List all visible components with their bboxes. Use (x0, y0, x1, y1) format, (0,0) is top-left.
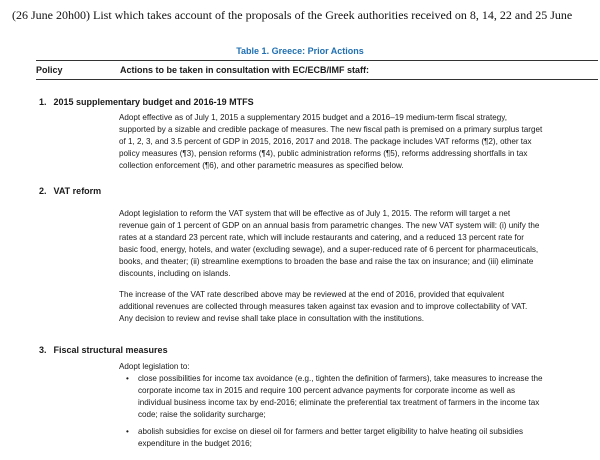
text-line: rates at a standard 23 percent rate, which will include restaurants and catering, and a reduced 13 percent rate for (119, 233, 524, 242)
text-line: expenditure in the budget 2016; (138, 439, 252, 448)
table-header-row (36, 60, 598, 80)
section-heading-2 (39, 186, 101, 196)
section-2-paragraph-2 (119, 289, 591, 325)
column-header-actions: Actions to be taken in consultation with EC/ECB/IMF staff: (120, 65, 370, 75)
section-heading-3 (39, 345, 168, 355)
section-title: VAT reform (53, 186, 102, 196)
text-line: The increase of the VAT rate described above may be reviewed at the end of 2016, provided that equivalent (119, 290, 505, 299)
section-number: 2. (39, 186, 47, 196)
bullet-icon: • (126, 374, 129, 383)
section-heading-1 (39, 97, 254, 107)
section-number: 3. (39, 345, 47, 355)
text-line: additional revenues are collected through measures taken against tax evasion and to improve collectability of VAT. (119, 302, 528, 311)
text-line: policy measures (¶3), pension reforms (¶4), public administration reforms (¶5), reforms addressing shortfalls in tax (119, 149, 528, 158)
text-line: of 1, 2, 3, and 3.5 percent of GDP in 2015, 2016, 2017 and 2018. The package includes VAT reforms (¶2), other tax (119, 137, 532, 146)
text-line: Adopt legislation to reform the VAT system that will be effective as of July 1, 2015. The reform will target a net (119, 209, 511, 218)
text-line: corporate income tax in 2015 and require 100 percent advance payments for corporate income as well as (138, 386, 516, 395)
text-line: revenue gain of 1 percent of GDP on an annual basis from parametric changes. The new VAT system will: (i) unify the (119, 221, 540, 230)
text-line: collection enforcement (¶6), and other parametric measures as specified below. (119, 161, 404, 170)
section-title: 2015 supplementary budget and 2016-19 MTFS (53, 97, 254, 107)
section-3-intro: Adopt legislation to: (119, 362, 190, 371)
text-line: supported by a sizable and credible package of measures. The new fiscal path is premised on a primary surplus target (119, 125, 543, 134)
text-line: Any decision to review and revise shall take place in consultation with the institutions. (119, 314, 425, 323)
text-line: abolish subsidies for excise on diesel oil for farmers and better target eligibility to halve heating oil subsidies (138, 427, 524, 436)
text-line: Adopt effective as of July 1, 2015 a supplementary 2015 budget and a 2016–19 medium-term fiscal strategy, (119, 113, 507, 122)
column-header-policy: Policy (36, 65, 63, 75)
text-line: close possibilities for income tax avoidance (e.g., tighten the definition of farmers), take measures to increase the (138, 374, 543, 383)
bullet-text (138, 426, 523, 450)
section-2-paragraph-1 (119, 208, 591, 280)
bullet-text (138, 373, 542, 421)
text-line: code; raise the solidarity surcharge; (138, 410, 266, 419)
text-line: discounts, including on islands. (119, 269, 231, 278)
bullet-icon: • (126, 427, 129, 436)
text-line: basic food, energy, hotels, and water (excluding sewage), and a super-reduced rate of 6 percent for pharmaceuticals, (119, 245, 539, 254)
table-title: Table 1. Greece: Prior Actions (236, 46, 364, 56)
section-1-paragraph (119, 112, 591, 172)
section-title: Fiscal structural measures (53, 345, 168, 355)
section-number: 1. (39, 97, 47, 107)
text-line: individual business income tax by end-2016; eliminate the preferential tax treatment of farmers in the income tax (138, 398, 540, 407)
header-note: (26 June 20h00) List which takes account of the proposals of the Greek authorities received on 8, 14, 22 and 25 June (12, 8, 573, 22)
text-line: books, and theater; (ii) streamline exemptions to broaden the base and raise the tax on insurance; and (iii) eliminate (119, 257, 534, 266)
